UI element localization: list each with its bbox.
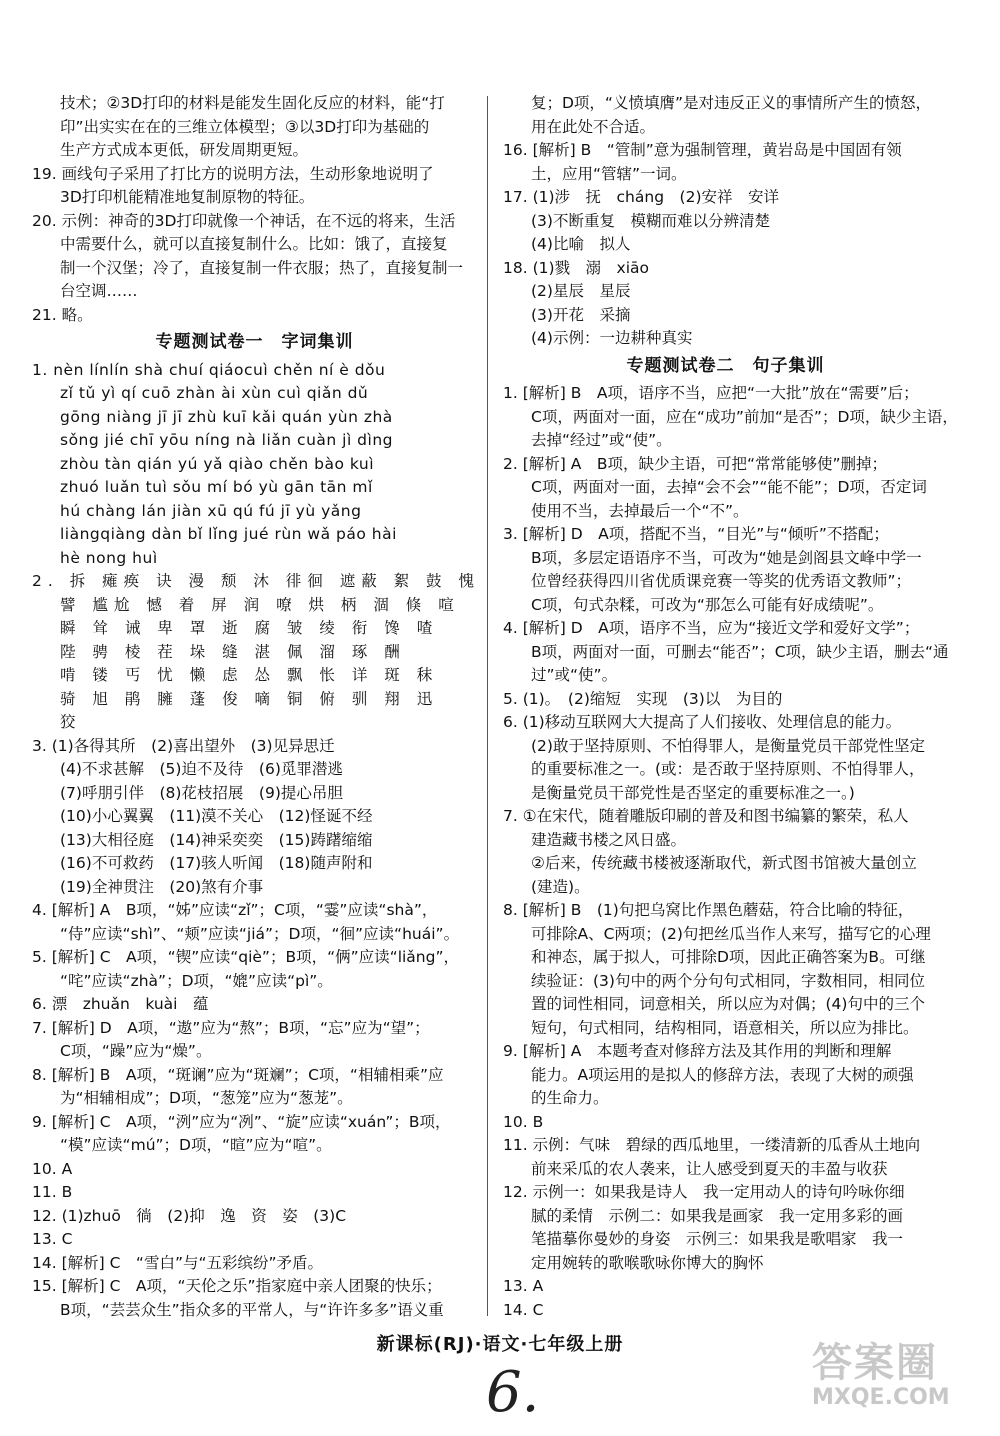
- answer-line: 瞬 耸 诫 卑 罩 逝 腐 皱 绫 衔 馋 喳: [60, 619, 439, 637]
- answer-line: 的生命力。: [531, 1089, 609, 1107]
- answer-line: 2. [解析] A B项，缺少主语，可把“常常能够使”删掉；: [503, 454, 888, 473]
- answer-line: 能力。A项运用的是拟人的修辞方法，表现了大树的顽强: [531, 1065, 914, 1084]
- answer-line: 6. 漂 zhuǎn kuài 蕴: [32, 995, 209, 1013]
- answer-line: 4. [解析] D A项，语序不当，应为“接近文学和爱好文学”；: [503, 619, 920, 637]
- answer-line: 狡: [60, 713, 82, 731]
- answer-line: 譬 尴尬 憾 着 屏 润 嘹 烘 柄 涸 倏 喧: [60, 595, 460, 614]
- answer-line: 位曾经获得四川省优质课竞赛一等奖的优秀语文教师”；: [531, 572, 912, 590]
- answer-line: 7. ①在宋代，随着雕版印刷的普及和图书编纂的繁荣，私人: [503, 807, 909, 825]
- answer-line: 的重要标准之一。(或：是否敢于坚持原则、不怕得罪人，: [531, 760, 925, 778]
- answer-line: hè nong huì: [60, 548, 158, 567]
- answer-line: 腻的柔情 示例二：如果我是画家 我一定用多彩的画: [531, 1206, 904, 1225]
- answer-line: 笔描摹你曼妙的身姿 示例三：如果我是歌唱家 我一: [531, 1230, 904, 1248]
- answer-line: 12. (1)zhuō 徜 (2)抑 逸 资 姿 (3)C: [32, 1206, 347, 1225]
- answer-line: 陛 骋 棱 茬 垛 缝 湛 佩 溜 琢 酬: [60, 642, 406, 661]
- column-divider: [487, 96, 488, 1316]
- answer-line: zǐ tǔ yì qí cuō zhàn ài xùn cuì qiǎn dǔ: [60, 384, 369, 402]
- answer-line: C项，两面对一面，去掉“会不会”“能不能”；D项，否定词: [531, 478, 927, 496]
- answer-line: 15. [解析] C A项，“天伦之乐”指家庭中亲人团聚的快乐；: [32, 1277, 442, 1295]
- answer-line: “侍”应读“shì”、“颊”应读“jiá”；D项，“徊”应读“huái”。: [60, 924, 460, 943]
- answer-line: 1. [解析] B A项，语序不当，应把“一大批”放在“需要”后；: [503, 384, 919, 402]
- answer-line: (3)开花 采摘: [531, 305, 631, 324]
- answer-line: 3D打印机能精准地复制原物的特征。: [60, 188, 315, 206]
- answer-line: 12. 示例一：如果我是诗人 我一定用动人的诗句吟咏你细: [503, 1183, 905, 1201]
- answer-line: 14. [解析] C “雪白”与“五彩缤纷”矛盾。: [32, 1253, 324, 1272]
- answer-line: 19. 画线句子采用了打比方的说明方法，生动形象地说明了: [32, 164, 434, 183]
- answer-line: 台空调……: [60, 282, 138, 300]
- answer-line: 17. (1)涉 抚 cháng (2)安祥 安详: [503, 188, 779, 206]
- watermark-logo: 答案圈: [812, 1340, 938, 1386]
- answer-line: gōng niàng jī jī zhù kuī kǎi quán yùn zhà: [60, 407, 393, 426]
- answer-line: 3. (1)各得其所 (2)喜出望外 (3)见异思迁: [32, 736, 335, 755]
- answer-line: 1. nèn línlín shà chuí qiáocuì chěn ní è dǒu: [32, 360, 386, 379]
- answer-line: zhòu tàn qián yú yǎ qiào chěn bào kuì: [60, 454, 374, 473]
- answer-line: 过”或“使”。: [531, 666, 618, 684]
- answer-line: 11. B: [32, 1183, 73, 1201]
- answer-line: 4. [解析] A B项，“姊”应读“zǐ”；C项，“霎”应读“shà”，: [32, 901, 438, 919]
- answer-line: 8. [解析] B A项，“斑谰”应为“斑斓”；C项，“相辅相乘”应: [32, 1065, 444, 1084]
- answer-line: 18. (1)戮 溺 xiāo: [503, 258, 649, 277]
- answer-line: 20. 示例：神奇的3D打印就像一个神话，在不远的将来，生活: [32, 211, 456, 230]
- answer-line: (4)比喻 拟人: [531, 235, 631, 253]
- answer-line: 9. [解析] A 本题考查对修辞方法及其作用的判断和理解: [503, 1042, 892, 1060]
- answer-line: ②后来，传统藏书楼被逐渐取代，新式图书馆被大量创立: [531, 854, 917, 872]
- answer-line: 骑 旭 鹃 臃 蓬 俊 嘀 铜 俯 驯 翔 迅: [60, 689, 439, 708]
- watermark-url: MXQE.COM: [812, 1385, 950, 1410]
- answer-line: 技术；②3D打印的材料是能发生固化反应的材料，能“打: [60, 94, 445, 112]
- answer-line: 3. [解析] D A项，搭配不当，“目光”与“倾听”不搭配；: [503, 525, 889, 543]
- answer-line: 短句，句式相同，结构相同，语意相关，所以应为排比。: [531, 1018, 919, 1037]
- answer-line: 复；D项，“义愤填膺”是对违反正义的事情所产生的愤怒，: [531, 94, 931, 112]
- answer-line: C项，两面对一面，应在“成功”前加“是否”；D项，缺少主语，: [531, 407, 958, 426]
- answer-line: 中需要什么，就可以直接复制什么。比如：饿了，直接复: [60, 235, 448, 253]
- left-column: [32, 92, 480, 1322]
- handwritten-page-number: 6.: [486, 1360, 540, 1425]
- answer-line: C项，“躁”应为“燥”。: [60, 1042, 212, 1060]
- answer-line: 10. A: [32, 1159, 73, 1178]
- answer-line: 10. B: [503, 1112, 544, 1131]
- page-footer: 新课标(RJ)·语文·七年级上册: [376, 1334, 624, 1355]
- answer-line: 21. 略。: [32, 305, 93, 324]
- answer-line: C项，句式杂糅，可改为“那怎么可能有好成绩呢”。: [531, 595, 884, 614]
- answer-line: hú chàng lán jiàn xū qú fú jī yù yǎng: [60, 501, 362, 520]
- answer-line: 前来采瓜的农人袭来，让人感受到夏天的丰盈与收获: [531, 1159, 888, 1178]
- answer-line: (19)全神贯注 (20)煞有介事: [60, 877, 264, 896]
- answer-line: liàngqiàng dàn bǐ lǐng jué rùn wǎ páo hài: [60, 525, 397, 543]
- answer-line: B项，“芸芸众生”指众多的平常人，与“许许多多”语义重: [60, 1300, 444, 1319]
- answer-line: 定用婉转的歌喉歌咏你博大的胸怀: [531, 1253, 764, 1272]
- answer-line: 置的词性相同，词意相关，所以应为对偶；(4)句中的三个: [531, 995, 925, 1013]
- answer-line: 和神态，属于拟人，可排除D项，因此正确答案为B。可继: [531, 948, 926, 966]
- answer-line: 9. [解析] C A项，“洌”应为“冽”、“旋”应读“xuán”；B项，: [32, 1112, 451, 1131]
- answer-line: “咤”应读“zhà”；D项，“媲”应读“pì”。: [60, 971, 333, 990]
- answer-line: 为“相辅相成”；D项，“葱笼”应为“葱茏”。: [60, 1089, 353, 1107]
- answer-line: 使用不当，去掉最后一个“不”。: [531, 501, 749, 520]
- answer-line: 土，应用“管辖”一词。: [531, 164, 687, 183]
- answer-line: “模”应读“mú”；D项，“暄”应为“喧”。: [60, 1136, 332, 1154]
- answer-line: (2)星辰 星辰: [531, 282, 631, 300]
- answer-line: 用在此处不合适。: [531, 117, 656, 136]
- answer-line: 7. [解析] D A项，“遨”应为“熬”；B项，“忘”应为“望”；: [32, 1018, 430, 1037]
- answer-line: 2. 拆 瘫痪 诀 漫 颓 沐 徘徊 遮蔽 絮 鼓 愧: [32, 572, 480, 590]
- answer-line: B项，两面对一面，可删去“能否”；C项，缺少主语，删去“通: [531, 642, 949, 661]
- answer-line: 8. [解析] B (1)句把乌窝比作黑色蘑菇，符合比喻的特征，: [503, 901, 914, 919]
- answer-line: (10)小心翼翼 (11)漠不关心 (12)怪诞不经: [60, 807, 373, 825]
- answer-line: (3)不断重复 模糊而难以分辨清楚: [531, 211, 770, 230]
- answer-line: 去掉“经过”或“使”。: [531, 431, 672, 449]
- answer-line: 5. (1)。 (2)缩短 实现 (3)以 为目的: [503, 689, 783, 708]
- answer-line: 印”出实实在在的三维立体模型；③以3D打印为基础的: [60, 117, 430, 136]
- answer-line: 啃 镂 丐 忧 懒 虑 怂 飘 怅 详 斑 秣: [60, 666, 439, 684]
- right-column: [503, 92, 958, 1322]
- answer-line: 可排除A、C两项；(2)句把丝瓜当作人来写，描写它的心理: [531, 924, 931, 943]
- answer-line: (2)敢于坚持原则、不怕得罪人，是衡量党员干部党性坚定: [531, 736, 925, 755]
- answer-line: (13)大相径庭 (14)神采奕奕 (15)踌躇缩缩: [60, 830, 373, 849]
- answer-line: 13. A: [503, 1277, 544, 1295]
- answer-line: (建造)。: [531, 877, 590, 896]
- answer-line: 11. 示例：气味 碧绿的西瓜地里，一缕清新的瓜香从土地向: [503, 1136, 921, 1154]
- answer-line: 是衡量党员干部党性是否坚定的重要标准之一。): [531, 783, 855, 802]
- answer-line: 16. [解析] B “管制”意为强制管理，黄岩岛是中国固有领: [503, 141, 902, 159]
- answer-line: 续验证：(3)句中的两个分句句式相同，字数相同，相同位: [531, 971, 925, 990]
- answer-line: 建造藏书楼之风日盛。: [531, 830, 687, 849]
- answer-line: (4)不求甚解 (5)迫不及待 (6)觅罪潜逃: [60, 760, 343, 778]
- answer-line: B项，多层定语语序不当，可改为“她是剑阁县文峰中学一: [531, 548, 922, 567]
- answer-line: (4)示例：一边耕种真实: [531, 329, 693, 347]
- answer-line: (16)不可救药 (17)骇人听闻 (18)随声附和: [60, 854, 373, 872]
- answer-line: 13. C: [32, 1230, 73, 1248]
- answer-line: zhuó luǎn tuì sǒu mí bó yù gān tān mǐ: [60, 478, 373, 496]
- answer-line: sǒng jié chī yōu níng nà liǎn cuàn jì dìng: [60, 431, 393, 449]
- answer-line: (7)呼朋引伴 (8)花枝招展 (9)提心吊胆: [60, 783, 343, 802]
- answer-line: 6. (1)移动互联网大大提高了人们接收、处理信息的能力。: [503, 713, 902, 731]
- answer-line: 14. C: [503, 1300, 544, 1319]
- watermark: [812, 1340, 992, 1430]
- section-heading: 专题测试卷一 字词集训: [155, 332, 354, 352]
- answer-line: 生产方式成本更低，研发周期更短。: [60, 141, 309, 159]
- answer-line: 制一个汉堡；冷了，直接复制一件衣服；热了，直接复制一: [60, 258, 464, 277]
- section-heading: 专题测试卷二 句子集训: [626, 355, 825, 376]
- answer-line: 5. [解析] C A项，“锲”应读“qiè”；B项，“俩”应读“liǎng”，: [32, 948, 459, 966]
